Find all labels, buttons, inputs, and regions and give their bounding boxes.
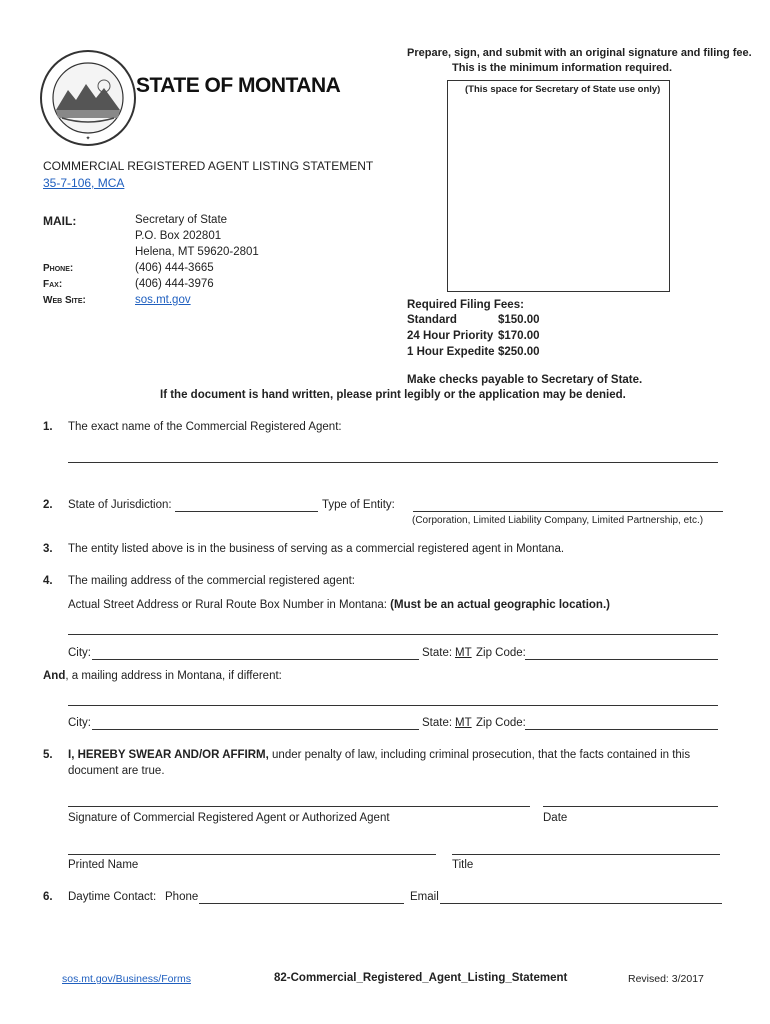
street-label-text: Actual Street Address or Rural Route Box Number in Montana:	[68, 599, 387, 611]
state-value: MT	[455, 717, 472, 729]
state-label: State:	[422, 647, 453, 659]
checks-note: Make checks payable to Secretary of State.	[407, 374, 643, 386]
street-label-note: (Must be an actual geographic location.)	[390, 599, 610, 611]
fee-row-label: Standard	[407, 314, 457, 326]
printed-name-field[interactable]	[68, 854, 436, 855]
oath-bold: I, HEREBY SWEAR AND/OR AFFIRM,	[68, 749, 269, 761]
sos-box-label: (This space for Secretary of State use only)	[465, 84, 661, 95]
oath-text-line-2: document are true.	[68, 765, 165, 777]
date-label: Date	[543, 812, 568, 824]
entity-type-field[interactable]	[413, 511, 723, 512]
state-seal	[38, 48, 138, 148]
fee-row-amount: $170.00	[498, 330, 540, 342]
form-title: COMMERCIAL REGISTERED AGENT LISTING STATEMENT	[43, 159, 374, 173]
mail-line-2: P.O. Box 202801	[135, 230, 222, 242]
phone-value: (406) 444-3665	[135, 262, 214, 274]
phone-label: Phone:	[43, 263, 74, 274]
zip-field[interactable]	[525, 659, 718, 660]
contact-phone-field[interactable]	[199, 903, 404, 904]
mailing-address-label	[43, 670, 282, 682]
zip-label: Zip Code:	[476, 647, 526, 659]
entity-type-label: Type of Entity:	[322, 499, 395, 511]
title-field[interactable]	[452, 854, 720, 855]
jurisdiction-label: State of Jurisdiction:	[68, 499, 172, 511]
signature-field[interactable]	[68, 806, 530, 807]
sos-use-box	[447, 80, 670, 292]
statute-link[interactable]: 35-7-106, MCA	[43, 176, 125, 190]
mailing-address-field[interactable]	[68, 705, 718, 706]
phone-field-label: Phone	[165, 891, 199, 903]
footer-revised: Revised: 3/2017	[628, 973, 704, 985]
fee-row-amount: $150.00	[498, 314, 540, 326]
date-field[interactable]	[543, 806, 718, 807]
handwritten-note: If the document is hand written, please print legibly or the application may be denied.	[160, 389, 626, 401]
footer-form-name: 82-Commercial_Registered_Agent_Listing_Statement	[274, 972, 568, 984]
state-label: State:	[422, 717, 453, 729]
zip-label: Zip Code:	[476, 717, 526, 729]
mail-label: MAIL:	[43, 214, 77, 228]
svg-text:✦: ✦	[85, 136, 91, 142]
mail-line-3: Helena, MT 59620-2801	[135, 246, 259, 258]
city-field[interactable]	[92, 659, 419, 660]
email-field-label: Email	[410, 891, 439, 903]
entity-type-hint: (Corporation, Limited Liability Company, Limited Partnership, etc.)	[412, 515, 704, 526]
city-label: City:	[68, 717, 91, 729]
item-4-text: The mailing address of the commercial registered agent:	[68, 575, 356, 587]
street-address-field[interactable]	[68, 634, 718, 635]
zip-field-2[interactable]	[525, 729, 718, 730]
printed-name-label: Printed Name	[68, 859, 139, 871]
fee-row-label: 24 Hour Priority	[407, 330, 494, 342]
website-label: Web Site:	[43, 295, 86, 306]
instruction-line-1: Prepare, sign, and submit with an original signature and filing fee.	[407, 47, 752, 59]
item-1-text: The exact name of the Commercial Registered Agent:	[68, 421, 342, 433]
fax-label: Fax:	[43, 279, 63, 290]
item-6-number: 6.	[43, 891, 53, 903]
agent-name-field[interactable]	[68, 462, 718, 463]
contact-email-field[interactable]	[440, 903, 722, 904]
daytime-contact-label: Daytime Contact:	[68, 891, 157, 903]
city-label: City:	[68, 647, 91, 659]
state-value: MT	[455, 647, 472, 659]
and-rest: , a mailing address in Montana, if different:	[65, 670, 282, 682]
seal-graphic	[38, 48, 138, 148]
item-3-text: The entity listed above is in the business of serving as a commercial registered agent in Montana.	[68, 543, 565, 555]
mail-line-1: Secretary of State	[135, 214, 228, 226]
website-link[interactable]: sos.mt.gov	[135, 294, 191, 306]
and-bold: And	[43, 670, 66, 682]
item-4-number: 4.	[43, 575, 53, 587]
footer-forms-link[interactable]: sos.mt.gov/Business/Forms	[62, 973, 191, 985]
city-field-2[interactable]	[92, 729, 419, 730]
fee-row-amount: $250.00	[498, 346, 540, 358]
state-title: STATE OF MONTANA	[136, 74, 341, 97]
fee-row-label: 1 Hour Expedite	[407, 346, 495, 358]
instruction-line-2: This is the minimum information required.	[452, 62, 673, 74]
street-address-label	[68, 599, 610, 611]
item-3-number: 3.	[43, 543, 53, 555]
fees-heading: Required Filing Fees:	[407, 299, 524, 311]
oath-rest: under penalty of law, including criminal prosecution, that the facts contained in this	[268, 749, 691, 761]
item-2-number: 2.	[43, 499, 53, 511]
title-label: Title	[452, 859, 474, 871]
oath-text	[68, 749, 690, 761]
item-1-number: 1.	[43, 421, 53, 433]
fax-value: (406) 444-3976	[135, 278, 214, 290]
item-5-number: 5.	[43, 749, 53, 761]
jurisdiction-field[interactable]	[175, 511, 318, 512]
signature-label: Signature of Commercial Registered Agent or Authorized Agent	[68, 812, 390, 824]
